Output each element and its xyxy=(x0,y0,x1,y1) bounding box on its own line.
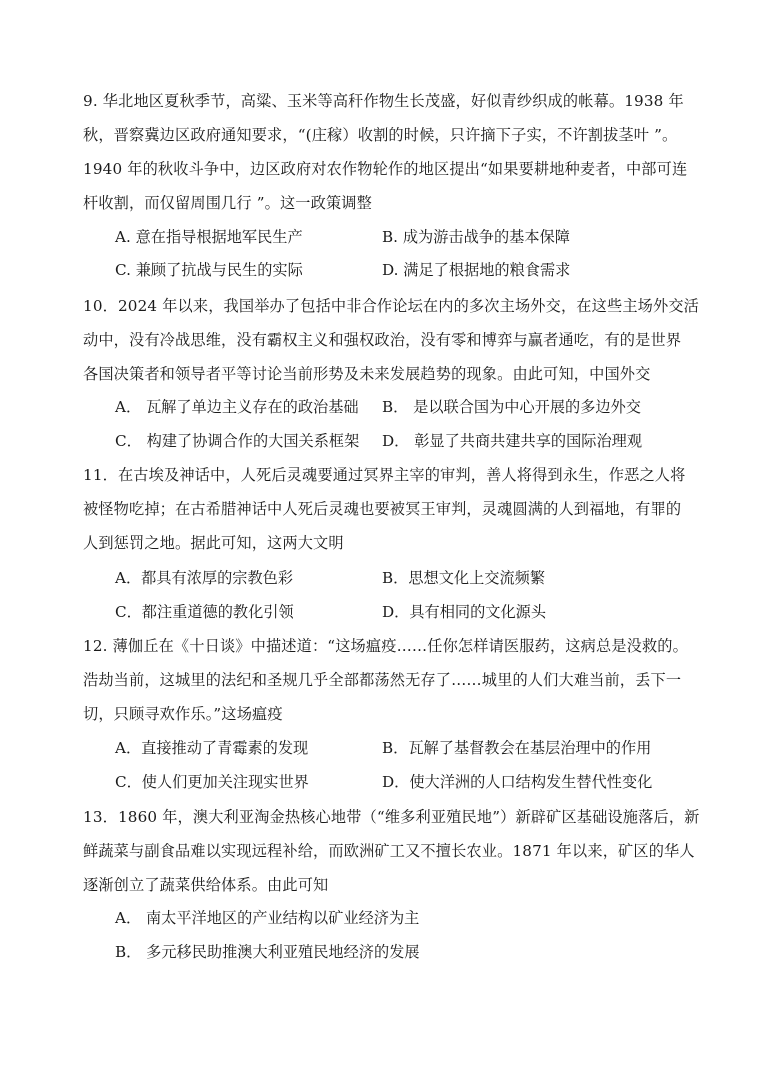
question-line: 被怪物吃掉；在古希腊神话中人死后灵魂也要被冥王审判，灵魂圆满的人到福地，有罪的 xyxy=(83,500,682,518)
question-11-stem xyxy=(83,458,686,560)
question-10-stem xyxy=(83,289,700,391)
option-b[interactable]: B． 多元移民助推澳大利亚殖民地经济的发展 xyxy=(115,943,420,961)
question-line: 13．1860 年，澳大利亚淘金热核心地带（“维多利亚殖民地”）新辟矿区基础设施落后，新 xyxy=(83,808,700,826)
option-a[interactable]: A. 意在指导根据地军民生产 xyxy=(115,228,303,246)
option-b[interactable]: B．思想文化上交流频繁 xyxy=(382,569,546,587)
question-line: 各国决策者和领导者平等讨论当前形势及未来发展趋势的现象。由此可知，中国外交 xyxy=(83,365,651,383)
option-d[interactable]: D. 满足了根据地的粮食需求 xyxy=(382,261,571,279)
question-line: 9. 华北地区夏秋季节，高粱、玉米等高秆作物生长茂盛，好似青纱织成的帐幕。1938 年 xyxy=(83,92,684,110)
question-line: 切，只顾寻欢作乐。”这场瘟疫 xyxy=(83,705,283,723)
option-a[interactable]: A．直接推动了青霉素的发现 xyxy=(115,739,309,757)
question-line: 人到惩罚之地。据此可知，这两大文明 xyxy=(83,534,344,552)
question-line: 秋，晋察冀边区政府通知要求，“(庄稼）收割的时候，只许摘下子实，不许割拔茎叶 ”。 xyxy=(83,126,678,144)
option-b[interactable]: B． 是以联合国为中心开展的多边外交 xyxy=(382,398,641,416)
option-d[interactable]: D．具有相同的文化源头 xyxy=(382,603,547,621)
option-d[interactable]: D．使大洋洲的人口结构发生替代性变化 xyxy=(382,773,653,791)
question-line: 浩劫当前，这城里的法纪和圣规几乎全部都荡然无存了……城里的人们大难当前，丢下一 xyxy=(83,671,682,689)
option-c[interactable]: C．都注重道德的教化引领 xyxy=(115,603,294,621)
option-a[interactable]: A．都具有浓厚的宗教色彩 xyxy=(115,569,294,587)
question-line: 鲜蔬菜与副食品难以实现远程补给，而欧洲矿工又不擅长农业。1871 年以来，矿区的华人 xyxy=(83,842,695,860)
question-12-stem xyxy=(83,629,688,731)
option-b[interactable]: B. 成为游击战争的基本保障 xyxy=(382,228,570,246)
question-13-stem xyxy=(83,800,700,902)
option-a[interactable]: A． 南太平洋地区的产业结构以矿业经济为主 xyxy=(115,909,420,927)
question-line: 杆收割，而仅留周围几行 ”。这一政策调整 xyxy=(83,194,372,212)
option-a[interactable]: A． 瓦解了单边主义存在的政治基础 xyxy=(115,398,359,416)
option-d[interactable]: D． 彰显了共商共建共享的国际治理观 xyxy=(382,432,643,450)
option-b[interactable]: B．瓦解了基督教会在基层治理中的作用 xyxy=(382,739,652,757)
question-9-stem xyxy=(83,84,688,220)
option-c[interactable]: C． 构建了协调合作的大国关系框架 xyxy=(115,432,360,450)
question-line: 逐渐创立了蔬菜供给体系。由此可知 xyxy=(83,876,329,894)
question-line: 12. 薄伽丘在《十日谈》中描述道：“这场瘟疫……任你怎样请医服药，这病总是没救的。 xyxy=(83,637,688,655)
question-line: 1940 年的秋收斗争中，边区政府对农作物轮作的地区提出“如果要耕地种麦者，中部可连 xyxy=(83,160,688,178)
question-line: 11．在古埃及神话中，人死后灵魂要通过冥界主宰的审判，善人将得到永生，作恶之人将 xyxy=(83,466,686,484)
option-c[interactable]: C．使人们更加关注现实世界 xyxy=(115,773,309,791)
question-line: 动中，没有冷战思维，没有霸权主义和强权政治，没有零和博弈与赢者通吃，有的是世界 xyxy=(83,331,682,349)
question-line: 10．2024 年以来，我国举办了包括中非合作论坛在内的多次主场外交，在这些主场外交活 xyxy=(83,297,700,315)
option-c[interactable]: C. 兼顾了抗战与民生的实际 xyxy=(115,261,303,279)
